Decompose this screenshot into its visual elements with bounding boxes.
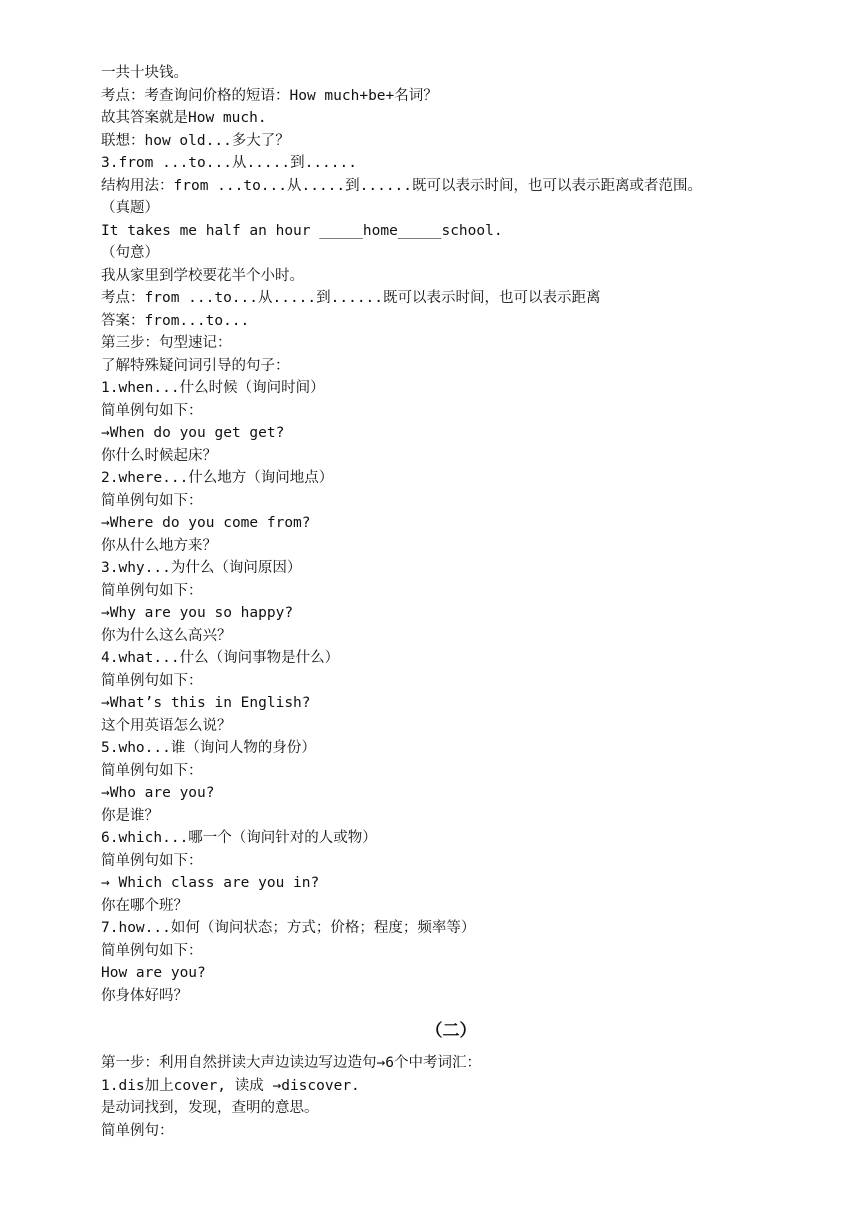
text-line: 7.how...如何（询问状态；方式；价格；程度；频率等） [101,920,476,936]
text-line: 你什么时候起床？ [101,447,217,464]
text-line: （句意） [101,245,159,261]
text-line: 3.why...为什么（询问原因） [101,560,302,576]
text-line: 3.from ...to...从.....到...... [101,155,357,171]
text-line: 你从什么地方来？ [101,537,217,554]
text-line: 这个用英语怎么说？ [101,717,232,734]
text-line: 你身体好吗？ [101,987,188,1004]
text-line: →What’s this in English? [101,695,311,711]
document-page [101,62,801,1142]
text-line: 答案：from...to... [101,312,250,329]
text-line: 2.where...什么地方（询问地点） [101,470,334,486]
text-line: 第一步：利用自然拼读大声边读边写边造句→6个中考词汇： [101,1055,481,1071]
text-line: 简单例句： [101,1122,174,1139]
text-line: 5.who...谁（询问人物的身份） [101,740,316,756]
text-line: （真题） [101,200,159,216]
text-line: 考点：考查询问价格的短语：How much+be+名词？ [101,87,438,104]
text-line: 简单例句如下： [101,762,203,779]
text-line: It takes me half an hour _____home_____school. [101,222,503,239]
text-line: 了解特殊疑问词引导的句子： [101,357,290,374]
text-line: 是动词找到，发现，查明的意思。 [101,1100,319,1116]
text-line: 1.dis加上cover, 读成 →discover. [101,1077,360,1094]
text-line: 结构用法：from ...to...从.....到......既可以表示时间，也可以表示距离或者范围。 [101,177,703,194]
text-line: 简单例句如下： [101,942,203,959]
text-line: 一共十块钱。 [101,65,188,81]
text-line: 4.what...什么（询问事物是什么） [101,650,340,666]
text-line: 考点：from ...to...从.....到......既可以表示时间，也可以表示距离 [101,290,601,306]
text-line: → Which class are you in? [101,875,320,891]
text-line: 1.when...什么时候（询问时间） [101,380,325,396]
text-line: How are you? [101,965,206,981]
text-line: →When do you get get? [101,425,285,441]
text-line: 联想：how old...多大了？ [101,132,290,149]
text-line: 简单例句如下： [101,492,203,509]
text-line: →Who are you? [101,785,215,801]
document-body-part2 [101,1052,801,1142]
text-line: →Where do you come from? [101,515,311,531]
text-line: 简单例句如下： [101,402,203,419]
text-line: 简单例句如下： [101,852,203,869]
section-heading: （二） [425,1021,477,1041]
text-line: 我从家里到学校要花半个小时。 [101,267,304,284]
document-body-part1 [101,62,801,1007]
text-line: 你是谁？ [101,807,159,824]
text-line: 简单例句如下： [101,672,203,689]
text-line: 故其答案就是How much. [101,110,267,126]
text-line: 简单例句如下： [101,582,203,599]
text-line: 6.which...哪一个（询问针对的人或物） [101,830,377,846]
text-line: 你在哪个班？ [101,897,188,914]
text-line: 第三步：句型速记： [101,335,232,351]
text-line: 你为什么这么高兴？ [101,627,232,644]
text-line: →Why are you so happy? [101,605,294,621]
